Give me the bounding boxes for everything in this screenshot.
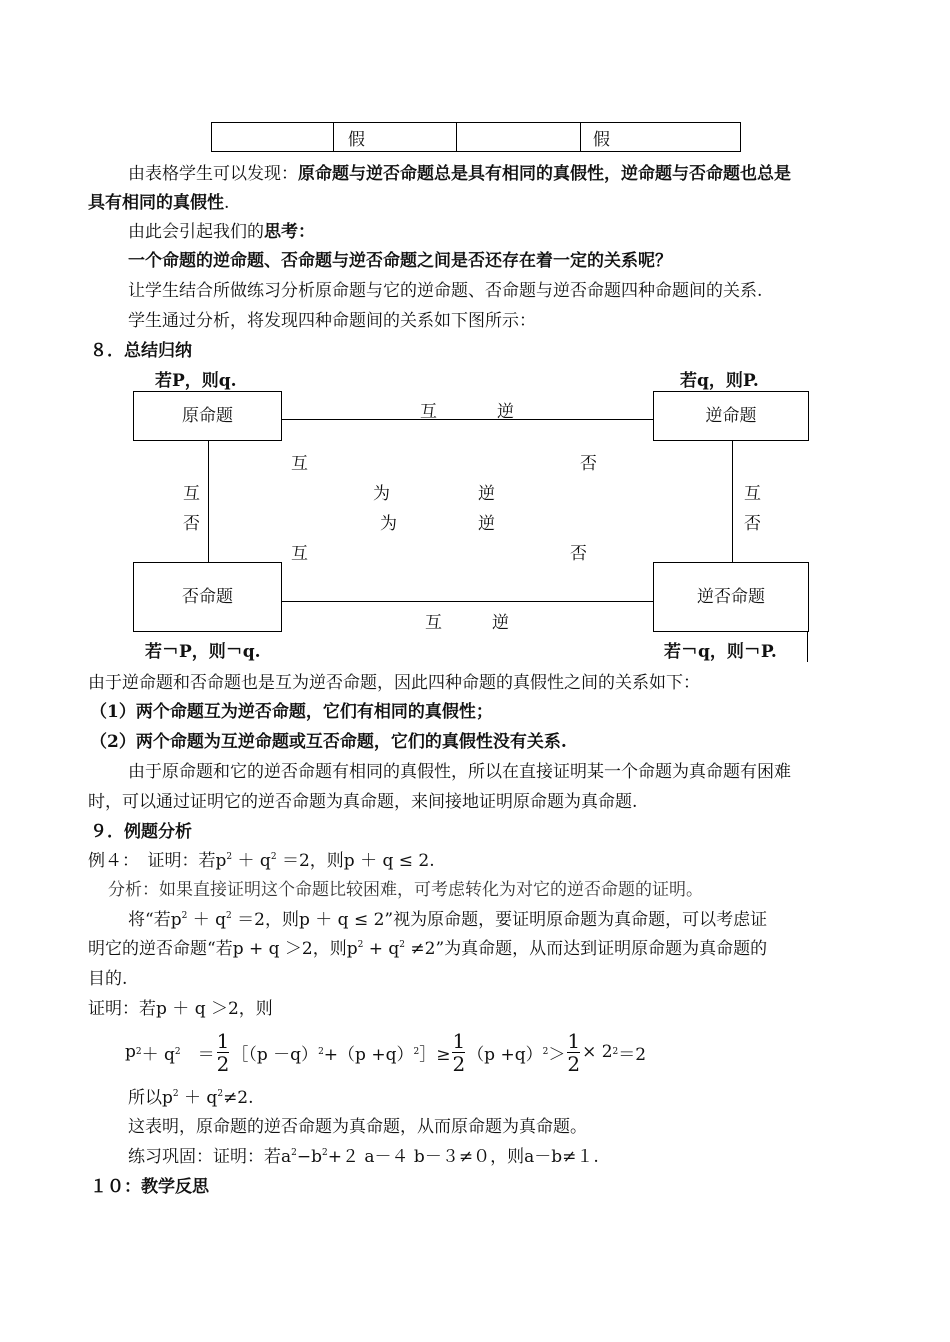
rule-2: （2）两个命题为互逆命题或互否命题，它们的真假性没有关系. — [90, 732, 567, 752]
diag-wei-2: 为 — [380, 514, 397, 534]
table-cell: 假 — [581, 123, 741, 152]
line-bottom — [281, 601, 653, 602]
box-contrapositive-proposition: 逆否命题 — [653, 562, 809, 632]
diag-fou-2: 否 — [570, 544, 587, 564]
diagram-label-original: 若P，则q. — [155, 371, 237, 391]
line-left — [208, 440, 209, 563]
diag-ni-2: 逆 — [478, 514, 495, 534]
paragraph-analysis-result: 学生通过分析，将发现四种命题间的关系如下图所示： — [128, 311, 536, 331]
fraction-half: $\frac{1}{2}$ — [452, 1028, 466, 1076]
paragraph-discovery-line1: 由表格学生可以发现：原命题与逆否命题总是具有相同的真假性，逆命题与否命题也总是 — [128, 164, 791, 184]
fraction-half: $\frac{1}{2}$ — [567, 1028, 581, 1076]
right-relation-fou: 否 — [744, 514, 761, 534]
diag-hu-2: 互 — [291, 544, 308, 564]
table-cell: 假 — [334, 123, 457, 152]
box-inverse-proposition: 否命题 — [133, 562, 282, 632]
box-original-proposition: 原命题 — [133, 391, 282, 441]
indirect-proof-line2: 时，可以通过证明它的逆否命题为真命题，来间接地证明原命题为真命题. — [88, 792, 638, 812]
line-right — [732, 440, 733, 563]
left-relation-hu: 互 — [183, 484, 200, 504]
top-relation-ni: 逆 — [497, 402, 514, 422]
rule-1: （1）两个命题互为逆否命题，它们有相同的真假性； — [90, 702, 493, 722]
line-top — [281, 419, 653, 420]
proof-therefore: 所以$p^2 + q^2\ne 2$. — [128, 1088, 254, 1108]
diag-hu-1: 互 — [291, 454, 308, 474]
right-relation-hu: 互 — [744, 484, 761, 504]
diag-wei-1: 为 — [373, 484, 390, 504]
diag-ni-1: 逆 — [478, 484, 495, 504]
paragraph-analysis-task: 让学生结合所做练习分析原命题与它的逆命题、否命题与逆否命题四种命题间的关系. — [128, 281, 763, 301]
table-row — [212, 123, 741, 152]
proof-equation: p 2 ＋ q 2 ＝ $\frac{1}{2}$ ［（p －q） 2 +（p +q） 2 ］≥ $\frac{1}{2}$ （p +q） 2 ＞ $\frac{1}{2}$ × 2 2 ＝2 — [125, 1028, 647, 1076]
diagram-label-contrapositive: 若￢q，则￢P. — [664, 642, 777, 662]
question-line: 一个命题的逆命题、否命题与逆否命题之间是否还存在着一定的关系呢？ — [128, 251, 672, 271]
paragraph-thinking: 由此会引起我们的思考： — [128, 222, 315, 242]
section-heading-8: ８．总结归纳 — [90, 341, 192, 361]
bottom-relation-hu: 互 — [425, 613, 442, 633]
section-heading-9: ９．例题分析 — [90, 822, 192, 842]
diagram-label-inverse: 若￢P，则￢q. — [145, 642, 261, 662]
truth-table — [211, 122, 741, 152]
example-explain-line2: 明它的逆否命题“若p + q ＞2，则$p^2 + q^2 \ne 2$”为真命题，从而达到证明原命题为真命题的 — [88, 939, 768, 959]
fraction-half: $\frac{1}{2}$ — [216, 1028, 230, 1076]
diagram-label-converse: 若q，则P. — [680, 371, 759, 391]
top-relation-hu: 互 — [420, 402, 437, 422]
example-4-title: 例４： 证明：若$p^2 + q^2 =2$，则p ＋ q ≤ 2. — [88, 851, 435, 871]
proof-conclusion: 这表明，原命题的逆否命题为真命题，从而原命题为真命题。 — [128, 1117, 587, 1137]
section-heading-10: １０：教学反思 — [90, 1177, 209, 1197]
relation-intro: 由于逆命题和否命题也是互为逆否命题，因此四种命题的真假性之间的关系如下： — [88, 673, 700, 693]
bottom-relation-ni: 逆 — [492, 613, 509, 633]
line-right-tail — [807, 630, 808, 662]
diag-fou-1: 否 — [580, 454, 597, 474]
box-converse-proposition: 逆命题 — [653, 391, 809, 441]
table-cell — [212, 123, 334, 152]
paragraph-discovery-line2: 具有相同的真假性. — [88, 193, 230, 213]
example-explain-line1: 将“若$p^2 + q^2 =2$，则p ＋ q ≤ 2”视为原命题，要证明原命题为真命题，可以考虑证 — [128, 910, 768, 930]
example-analysis: 分析：如果直接证明这个命题比较困难，可考虑转化为对它的逆否命题的证明。 — [108, 880, 703, 900]
example-explain-line3: 目的. — [88, 969, 128, 989]
indirect-proof-line1: 由于原命题和它的逆否命题有相同的真假性，所以在直接证明某一个命题为真命题有困难 — [128, 762, 791, 782]
table-cell — [457, 123, 581, 152]
proof-head: 证明：若p ＋ q ＞2，则 — [88, 999, 273, 1019]
practice-exercise: 练习巩固：证明：若$a^2-b^2+2$ a－４ b－３≠０，则a－b≠１. — [128, 1147, 599, 1167]
left-relation-fou: 否 — [183, 514, 200, 534]
